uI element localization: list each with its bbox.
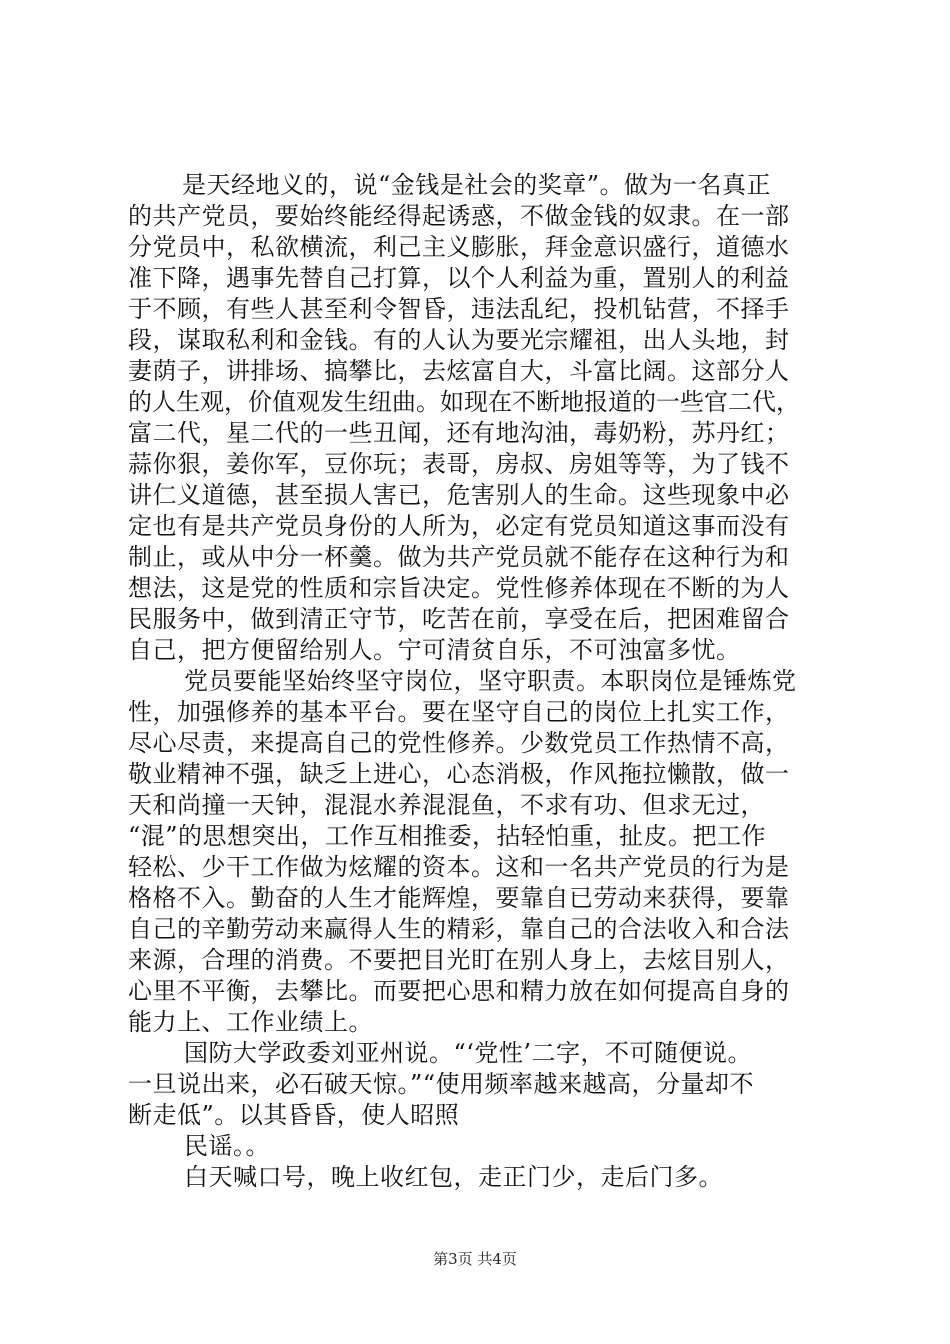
- text-line: 富二代，星二代的一些丑闻，还有地沟油，毒奶粉，苏丹红；: [128, 419, 790, 447]
- text-line: 天和尚撞一天钟，混混水养混混鱼，不求有功、但求无过，: [128, 791, 765, 819]
- text-line: 轻松、少干工作做为炫耀的资本。这和一名共产党员的行为是: [128, 853, 790, 881]
- text-line: 断走低”。以其昏昏，使人昭照: [128, 1101, 460, 1129]
- text-line: 准下降，遇事先替自己打算，以个人利益为重，置别人的利益: [128, 264, 790, 292]
- text-line: 能力上、工作业绩上。: [128, 1008, 373, 1036]
- text-line: 自己的辛勤劳动来赢得人生的精彩，靠自己的合法收入和合法: [128, 915, 790, 943]
- text-line: 民服务中，做到清正守节，吃苦在前，享受在后，把困难留合: [128, 605, 790, 633]
- text-line: 来源，合理的消费。不要把目光盯在别人身上，去炫目别人，: [128, 946, 790, 974]
- document-body: [128, 170, 830, 1193]
- page-number: 第3页 共4页: [433, 1250, 517, 1268]
- text-line: 讲仁义道德，甚至损人害已，危害别人的生命。这些现象中必: [128, 481, 790, 509]
- text-line: 于不顾，有些人甚至利令智昏，违法乱纪，投机钻营，不择手: [128, 295, 790, 323]
- text-line: “混”的思想突出，工作互相推委，拈轻怕重，扯皮。把工作: [128, 822, 767, 850]
- text-line: 分党员中，私欲横流，利己主义膨胀，拜金意识盛行，道德水: [128, 233, 790, 261]
- text-line: 制止，或从中分一杯羹。做为共产党员就不能存在这种行为和: [128, 543, 790, 571]
- text-line: 的人生观，价值观发生纽曲。如现在不断地报道的一些官二代，: [128, 388, 800, 416]
- paragraph-start-line: 党员要能坚始终坚守岗位，坚守职责。本职岗位是锤炼党: [184, 667, 797, 695]
- text-line: 是天经地义的，说“金钱是社会的奖章”。做为一名真正: [182, 171, 772, 199]
- text-line: 格格不入。勤奋的人生才能辉煌，要靠自已劳动来获得，要靠: [128, 884, 790, 912]
- text-line: 敬业精神不强，缺乏上进心，心态消极，作风拖拉懒散，做一: [128, 760, 790, 788]
- paragraph-start-line: 民谣。。: [184, 1132, 270, 1160]
- paragraph-start-line: 国防大学政委刘亚州说。“‘党性’二字，不可随便说。: [184, 1039, 753, 1067]
- text-line: 心里不平衡，去攀比。而要把心思和精力放在如何提高自身的: [128, 977, 790, 1005]
- text-line: 定也有是共产党员身份的人所为，必定有党员知道这事而没有: [128, 512, 790, 540]
- text-line: 一旦说出来，必石破天惊。”“使用频率越来越高，分量却不: [128, 1070, 755, 1098]
- text-line: 性，加强修养的基本平台。要在坚守自己的岗位上扎实工作，: [128, 698, 790, 726]
- text-line: 的共产党员，要始终能经得起诱惑，不做金钱的奴隶。在一部: [128, 202, 790, 230]
- text-line: 蒜你狠，姜你军，豆你玩；表哥，房叔、房姐等等，为了钱不: [128, 450, 790, 478]
- page-footer: [0, 1248, 950, 1269]
- text-line: 自己，把方便留给别人。宁可清贫自乐，不可浊富多忧。: [128, 636, 741, 664]
- paragraph-start-line: 白天喊口号，晚上收红包，走正门少，走后门多。: [184, 1163, 723, 1191]
- text-line: 尽心尽责，来提高自己的党性修养。少数党员工作热情不高，: [128, 729, 790, 757]
- text-line: 想法，这是党的性质和宗旨决定。党性修养体现在不断的为人: [128, 574, 790, 602]
- text-line: 段，谋取私利和金钱。有的人认为要光宗耀祖，出人头地，封: [128, 326, 790, 354]
- text-line: 妻荫子，讲排场、搞攀比，去炫富自大，斗富比阔。这部分人: [128, 357, 790, 385]
